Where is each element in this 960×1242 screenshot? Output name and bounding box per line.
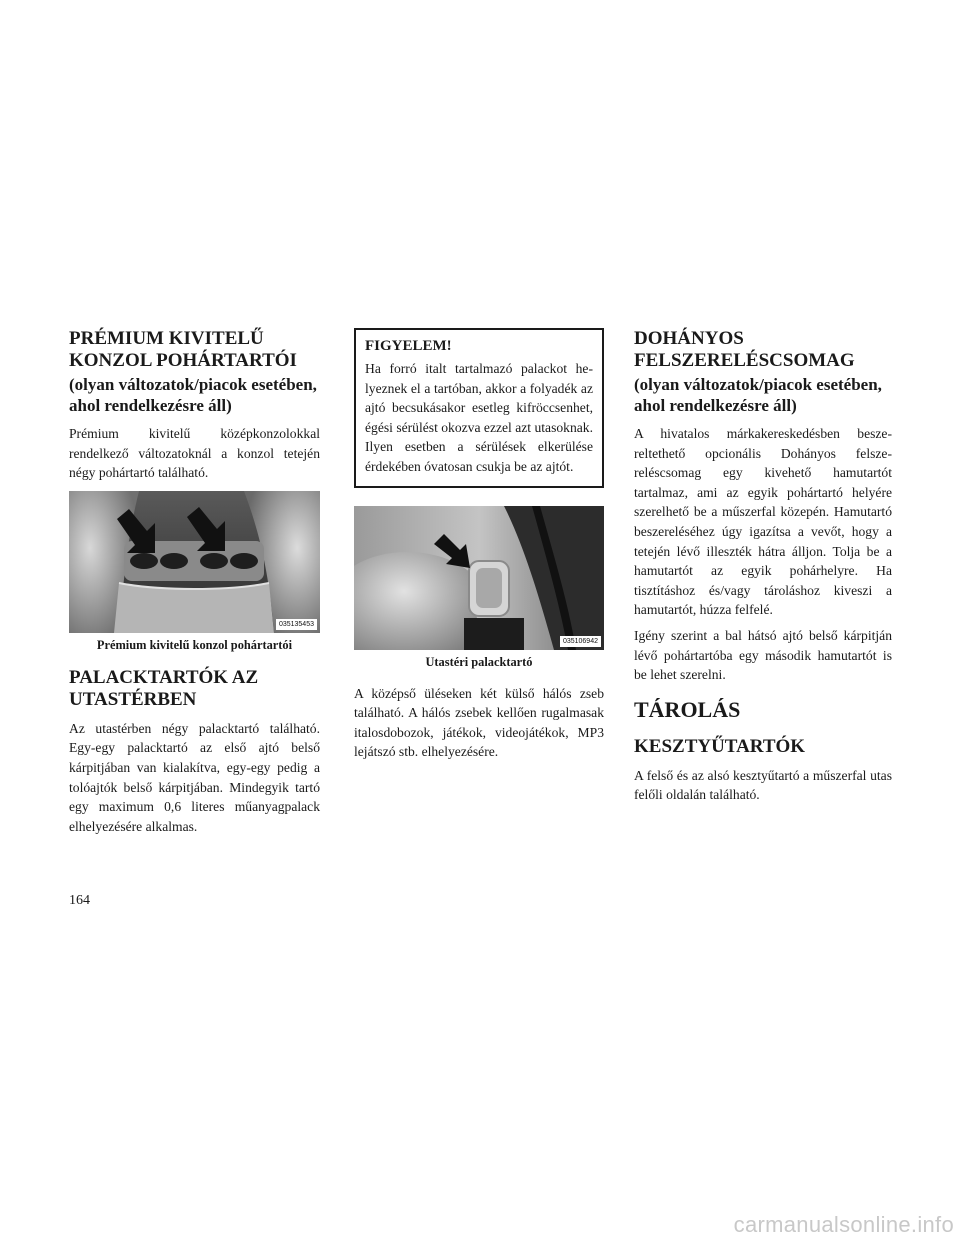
heading-bottle-holders xyxy=(69,667,320,711)
caption-passenger-bottle-holder: Utastéri palacktartó xyxy=(425,654,533,669)
paragraph-smoker-package: A hivatalos márkakereskedésben beszereltethető opcionális Dohányos felszereléscsomag egy kivehető hamutartót tartalmaz, ami az egyik pohártartó helyére szerelhető be a műszerfal közepén. Hamutartó beszereléséhez úgy igazítsa a vevőt, hogy a tetején lévő illeszték hátra álljon. Tolja be a hamutartót az egyik pohárhelyre. Ha tisztításhoz és/vagy tároláshoz kiveszi a hamutartót, húzza felfelé. xyxy=(634,426,892,618)
subheading-availability: (olyan változatok/piacok esetében, ahol rendelkezésre áll) xyxy=(634,375,882,415)
column-left xyxy=(69,328,320,842)
paragraph-second-ashtray: Igény szerint a bal hátsó ajtó belső kárpitján lévő pohártartóba egy második hamutartót is be lehet szerelni. xyxy=(634,627,892,683)
paragraph-mesh-pockets: A középső üléseken két külső hálós zseb található. A hálós zsebek kellően rugalmasak italosdobozok, játékok, videojátékok, MP3 lejátszó stb. elhelyezésére. xyxy=(354,685,604,760)
paragraph-glove-boxes: A felső és az alsó kesztyűtartó a műszerfal utas felőli oldalán található. xyxy=(634,767,892,803)
heading-line: FELSZERELÉSCSOMAG xyxy=(634,350,855,371)
photo-passenger-bottle-holder xyxy=(354,506,604,650)
heading-line: UTASTÉRBEN xyxy=(69,688,197,710)
heading-smoker-package xyxy=(634,328,892,372)
warning-box xyxy=(354,328,604,488)
photo-console-cupholders xyxy=(69,491,320,633)
heading-line: PRÉMIUM KIVITELŰ xyxy=(69,328,264,349)
warning-text: Ha forró italt tartalmazó palackot helyeznek el a tartóban, akkor a folyadék az ajtó becsukásakor esetleg kifröccsenhet, égési sérülést okozva ezzel azt utasoknak. Ilyen esetben a sérülések elkerülése érdekében óvatosan csukja be az ajtót. xyxy=(365,361,593,474)
heading-line: DOHÁNYOS xyxy=(634,328,744,349)
watermark: carmanualsonline.info xyxy=(733,1212,954,1237)
heading-line: PALACKTARTÓK AZ xyxy=(69,666,259,688)
photo-code: 035135453 xyxy=(276,619,317,630)
page-number: 164 xyxy=(69,893,90,908)
heading-storage: TÁROLÁS xyxy=(634,696,741,722)
heading-glove-boxes: KESZTYŰTARTÓK xyxy=(634,735,806,757)
bottle-holder-illustration xyxy=(354,506,604,650)
subheading-availability: (olyan változatok/piacok esetében, ahol rendelkezésre áll) xyxy=(69,375,317,415)
caption-console-cupholders: Prémium kivitelű konzol pohártartói xyxy=(96,637,293,652)
warning-title: FIGYELEM! xyxy=(365,338,452,354)
heading-line: KONZOL POHÁRTARTÓI xyxy=(69,350,297,371)
paragraph-premium-console: Prémium kivitelű középkonzolokkal rendelkező változatoknál a konzol tetején négy pohártartó található. xyxy=(69,426,320,481)
column-right xyxy=(634,328,892,811)
heading-premium-console xyxy=(69,328,320,372)
paragraph-bottle-holders: Az utastérben négy palacktartó található. Egy-egy palacktartó az első ajtó belső kárpitjában van kialakítva, egy-egy pedig a tolóajtók belső kárpitjában. Mindegyik tartó egy maximum 0,6 literes műanyagpalack elhelyezésére alkalmas. xyxy=(69,720,320,834)
column-middle xyxy=(354,328,604,768)
photo-code: 035106942 xyxy=(560,636,601,647)
console-cupholders-illustration xyxy=(69,491,320,633)
